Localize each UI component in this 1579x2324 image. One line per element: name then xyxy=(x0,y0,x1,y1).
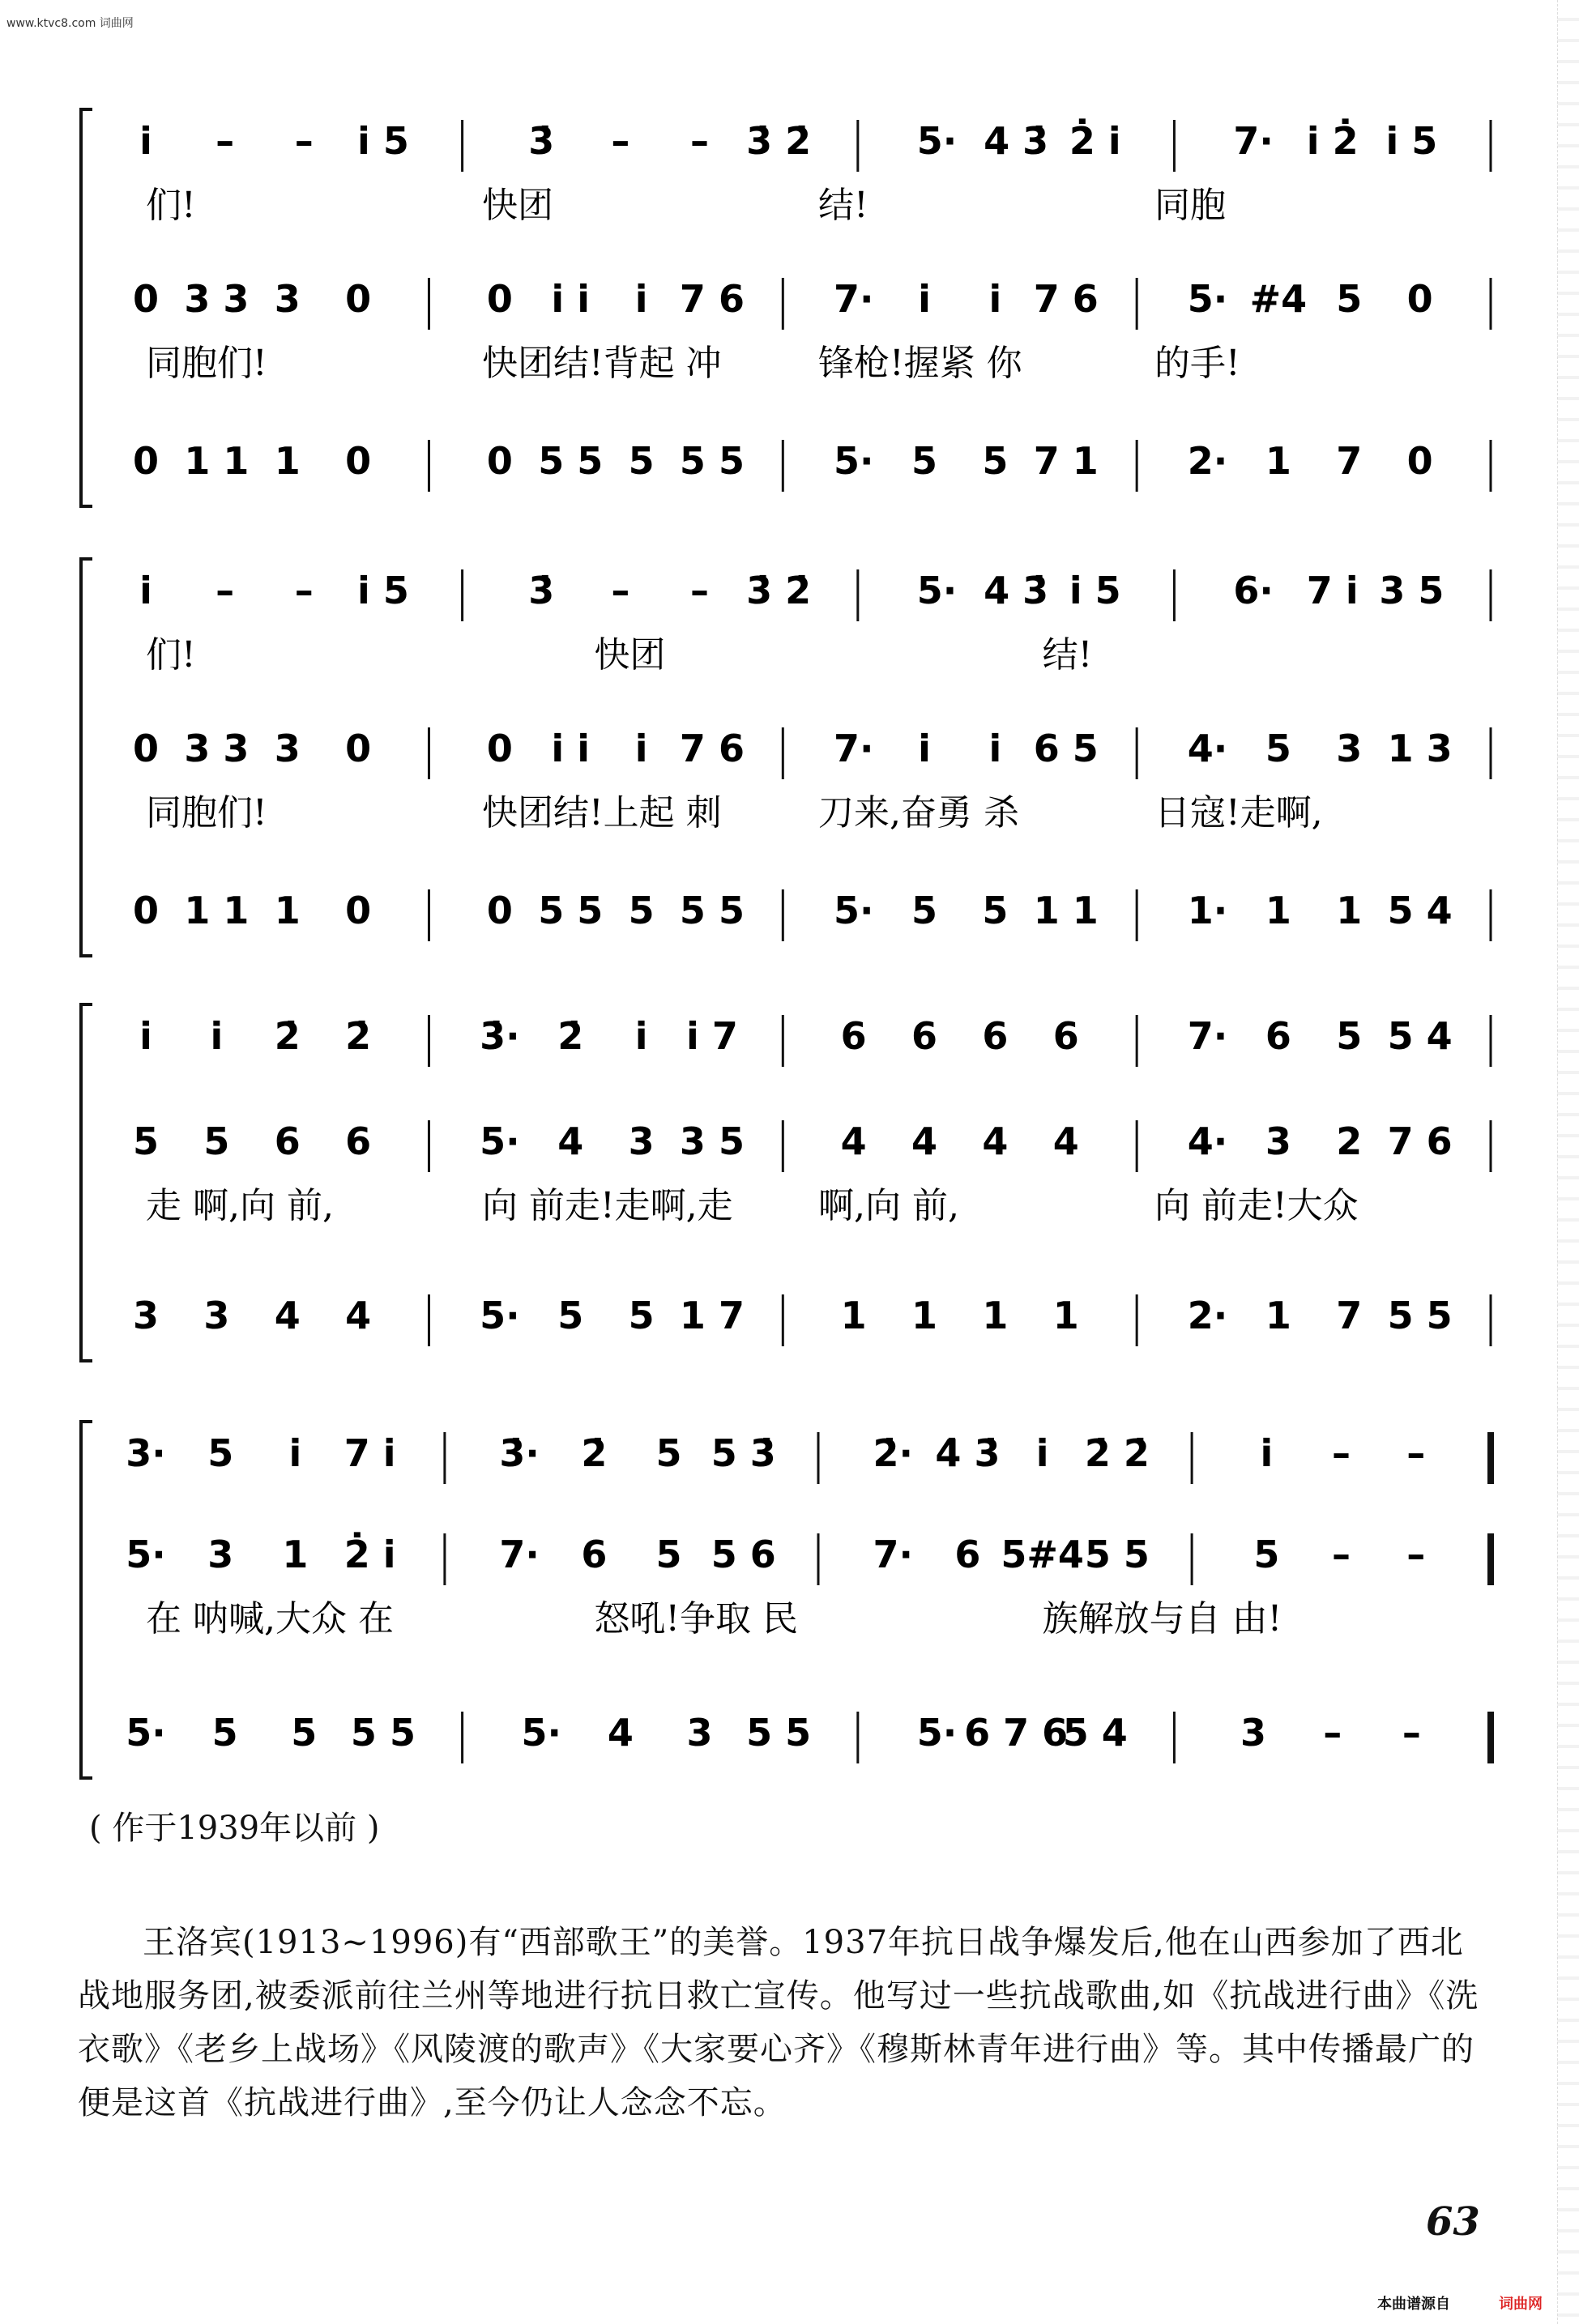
note-token: 3 xyxy=(1265,1119,1291,1163)
note-token: 5 5 xyxy=(679,889,745,932)
system-bracket xyxy=(81,1422,92,1778)
note-token: 7 6 xyxy=(679,727,745,770)
note-token: 4 xyxy=(345,1294,372,1337)
note-token: 1 1 xyxy=(1033,889,1099,932)
note-token: 5 xyxy=(655,1533,682,1576)
note-token: 2̇ xyxy=(557,1014,584,1058)
lyric-fragment: 的手! xyxy=(1154,343,1240,384)
note-token: 5· xyxy=(833,889,874,932)
note-token: 5 6 xyxy=(711,1533,776,1576)
note-token: 1 xyxy=(911,1294,938,1337)
note-token: i̇ xyxy=(988,277,1002,321)
note-token: 5 5 xyxy=(538,889,604,932)
lyric-fragment: 向 前走!大众 xyxy=(1154,1185,1359,1226)
note-token: – xyxy=(1323,1711,1342,1755)
note-token: i̇ xyxy=(1035,1431,1049,1475)
lyric-fragment: 快团结!背起 冲 xyxy=(482,343,722,384)
note-token: 0 xyxy=(132,277,160,321)
note-token: 3 xyxy=(1240,1711,1267,1755)
note-token: 3̇ 2̇ xyxy=(746,569,812,612)
note-token: 1 xyxy=(1336,889,1363,932)
note-token: 3̇ xyxy=(528,569,555,612)
note-token: 5 xyxy=(628,439,655,483)
note-token: 5· xyxy=(916,119,958,163)
note-token: 2̇ xyxy=(274,1014,301,1058)
note-token: 5 4 xyxy=(1387,889,1453,932)
note-token: 1 xyxy=(1265,1294,1291,1337)
note-token: 7· xyxy=(499,1533,540,1576)
note-token: #4 xyxy=(1249,277,1308,321)
note-token: 5 5 xyxy=(1084,1533,1150,1576)
note-token: 4 xyxy=(840,1119,867,1163)
note-token: – xyxy=(1402,1711,1421,1755)
note-token: 5 5 xyxy=(679,439,745,483)
note-token: 7· xyxy=(1187,1014,1228,1058)
note-token: i̇ xyxy=(288,1431,302,1475)
note-token: 4 xyxy=(982,1119,1009,1163)
note-token: i̇ xyxy=(139,569,152,612)
system-bracket xyxy=(81,559,92,956)
note-token: 7 i̇ xyxy=(344,1431,396,1475)
note-token: i̇ i̇ xyxy=(551,277,590,321)
note-token: 5· xyxy=(521,1711,561,1755)
note-token: 4· xyxy=(1187,1119,1228,1163)
note-token: 7 xyxy=(1336,1294,1363,1337)
note-token: 5 5 xyxy=(538,439,604,483)
note-token: 4 xyxy=(274,1294,301,1337)
note-token: i̇ xyxy=(210,1014,224,1058)
note-token: 6 7 6 xyxy=(964,1711,1069,1755)
note-token: 3 xyxy=(628,1119,655,1163)
note-token: 0 xyxy=(486,439,513,483)
note-token: 2· xyxy=(1187,439,1228,483)
lyric-fragment: 锋枪!握紧 你 xyxy=(818,343,1022,384)
note-token: 1 xyxy=(982,1294,1009,1337)
system-bracket xyxy=(81,1004,92,1361)
note-token: 5 xyxy=(982,439,1009,483)
note-token: 2̇ i̇ xyxy=(1069,119,1121,163)
note-token: 6 5 xyxy=(1033,727,1099,770)
note-token: 5 xyxy=(203,1119,230,1163)
note-token: i̇ xyxy=(139,1014,152,1058)
lyric-fragment: 日寇!走啊, xyxy=(1154,792,1323,834)
note-token: 5· xyxy=(480,1294,520,1337)
note-token: 5 xyxy=(1253,1533,1280,1576)
note-token: – xyxy=(294,569,314,612)
note-token: 4 xyxy=(557,1119,584,1163)
note-token: i̇ xyxy=(634,277,648,321)
note-token: 3 xyxy=(1336,727,1363,770)
note-token: – xyxy=(216,119,235,163)
note-token: i̇ xyxy=(1260,1431,1274,1475)
note-token: 6· xyxy=(1233,569,1274,612)
note-token: 0 xyxy=(486,727,513,770)
lyric-fragment: 快团 xyxy=(594,634,666,676)
note-token: 6 xyxy=(1052,1014,1079,1058)
lyric-fragment: 刀来,奋勇 杀 xyxy=(818,792,1019,834)
note-token: 3 3 xyxy=(184,277,250,321)
page-number: 63 xyxy=(1426,2199,1480,2245)
footer-source-label: 本曲谱源自 xyxy=(1377,2296,1450,2313)
note-token: i̇ xyxy=(634,727,648,770)
note-token: 5 5 xyxy=(1387,1294,1453,1337)
note-token: 5 3̇ xyxy=(711,1431,776,1475)
note-token: – xyxy=(611,119,630,163)
note-token: 6 xyxy=(982,1014,1009,1058)
note-token: 5 4 xyxy=(1062,1711,1128,1755)
note-token: – xyxy=(216,569,235,612)
note-token: 3̇· xyxy=(480,1014,520,1058)
note-token: 0 xyxy=(345,889,372,932)
note-token: 3̇ 2̇ xyxy=(746,119,812,163)
lyric-fragment: 怒吼!争取 民 xyxy=(594,1598,799,1640)
note-token: 5· xyxy=(126,1533,166,1576)
note-token: – xyxy=(690,119,710,163)
note-token: 7 6 xyxy=(1033,277,1099,321)
note-token: 3· xyxy=(126,1431,166,1475)
note-token: 0 xyxy=(132,727,160,770)
note-token: i̇ xyxy=(918,277,931,321)
note-token: 5· xyxy=(916,1711,958,1755)
note-token: 1 3 xyxy=(1387,727,1453,770)
note-token: 1 xyxy=(274,889,301,932)
note-token: 5· xyxy=(126,1711,166,1755)
note-token: 3 xyxy=(274,727,301,770)
lyric-fragment: 同胞们! xyxy=(146,792,267,834)
note-token: i̇ xyxy=(988,727,1002,770)
lyric-fragment: 快团 xyxy=(482,185,553,226)
note-token: 5 xyxy=(1336,1014,1363,1058)
note-token: 5 xyxy=(628,889,655,932)
note-token: 3 xyxy=(203,1294,230,1337)
note-token: 5· xyxy=(833,439,874,483)
note-token: 1 1 xyxy=(184,439,250,483)
note-token: 1 xyxy=(840,1294,867,1337)
note-token: 5 xyxy=(1336,277,1363,321)
note-token: 3 5 xyxy=(679,1119,745,1163)
note-token: 3 5 xyxy=(1379,569,1445,612)
note-token: i̇ 5 xyxy=(1069,569,1121,612)
note-token: 0 xyxy=(345,727,372,770)
system-bracket xyxy=(81,109,92,506)
note-token: 4 xyxy=(911,1119,938,1163)
note-token: 4 3̇ xyxy=(984,569,1049,612)
note-token: 5· xyxy=(1187,277,1228,321)
note-token: 5 xyxy=(207,1431,234,1475)
lyric-fragment: 同胞 xyxy=(1154,185,1226,226)
note-token: 3 xyxy=(132,1294,160,1337)
note-token: 0 xyxy=(132,889,160,932)
note-token: 5 xyxy=(655,1431,682,1475)
note-token: 5#4 xyxy=(1001,1533,1084,1576)
note-token: 2· xyxy=(1187,1294,1228,1337)
note-token: – xyxy=(690,569,710,612)
note-token: 5 xyxy=(982,889,1009,932)
lyric-fragment: 在 呐喊,大众 在 xyxy=(146,1598,394,1640)
note-token: i̇ i̇ xyxy=(551,727,590,770)
note-token: 0 xyxy=(1406,277,1433,321)
lyric-fragment: 走 啊,向 前, xyxy=(146,1185,334,1226)
note-token: 0 xyxy=(345,277,372,321)
note-token: 5 5 xyxy=(350,1711,416,1755)
note-token: i̇ xyxy=(918,727,931,770)
lyric-fragment: 们! xyxy=(146,634,196,676)
note-token: 7 6 xyxy=(679,277,745,321)
note-token: 5 5 xyxy=(746,1711,812,1755)
note-token: 6 xyxy=(581,1533,608,1576)
note-token: 3̇· xyxy=(499,1431,540,1475)
note-token: i̇ 5 xyxy=(357,569,409,612)
note-token: 1· xyxy=(1187,889,1228,932)
note-token: 7· xyxy=(833,277,874,321)
note-token: i̇ 5 xyxy=(1385,119,1438,163)
note-token: 7 xyxy=(1336,439,1363,483)
note-token: 5 xyxy=(911,439,938,483)
note-token: 1 xyxy=(274,439,301,483)
note-token: 1 7 xyxy=(679,1294,745,1337)
note-token: 0 xyxy=(132,439,160,483)
note-token: i̇ 7 xyxy=(686,1014,738,1058)
note-token: 7· xyxy=(873,1533,913,1576)
note-token: – xyxy=(1332,1431,1351,1475)
note-token: 4 xyxy=(607,1711,634,1755)
note-token: i̇ xyxy=(634,1014,648,1058)
note-token: 1 xyxy=(1265,889,1291,932)
note-token: 4 xyxy=(1052,1119,1079,1163)
note-token: 0 xyxy=(486,277,513,321)
note-token: 5 xyxy=(628,1294,655,1337)
note-token: – xyxy=(294,119,314,163)
note-token: 7 1 xyxy=(1033,439,1099,483)
note-token: 3 3 xyxy=(184,727,250,770)
composition-date-note: ( 作于1939年以前 ) xyxy=(89,1810,380,1847)
lyric-fragment: 结! xyxy=(1042,634,1093,676)
note-token: 2̇ xyxy=(581,1431,608,1475)
note-token: 6 xyxy=(345,1119,372,1163)
note-token: 6 xyxy=(911,1014,938,1058)
note-token: 0 xyxy=(1406,439,1433,483)
note-token: 7 6 xyxy=(1387,1119,1453,1163)
note-token: 3̇ xyxy=(528,119,555,163)
note-token: i̇ xyxy=(139,119,152,163)
composer-paragraph: 王洛宾(1913~1996)有“西部歌王”的美誉。1937年抗日战争爆发后,他在山西参加了西北战地服务团,被委派前往兰州等地进行抗日救亡宣传。他写过一些抗战歌曲,如《抗战进行曲》《洗衣歌》《老乡上战场》《风陵渡的歌声》《大家要心齐》《穆斯林青年进行曲》等。其中传播最广的便是这首《抗战进行曲》,至今仍让人念念不忘。 xyxy=(78,1924,1479,2121)
note-token: – xyxy=(1332,1533,1351,1576)
note-token: 3 xyxy=(207,1533,234,1576)
lyric-fragment: 快团结!上起 刺 xyxy=(482,792,722,834)
note-token: 2̇ xyxy=(345,1014,372,1058)
note-token: – xyxy=(1406,1431,1426,1475)
note-token: 4̇ 3̇ xyxy=(935,1431,1001,1475)
note-token: 6 xyxy=(840,1014,867,1058)
lyric-fragment: 结! xyxy=(818,185,868,226)
note-token: 7 i̇ xyxy=(1306,569,1359,612)
note-token: 2 xyxy=(1336,1119,1363,1163)
note-token: 2̇· xyxy=(873,1431,913,1475)
lyric-fragment: 向 前走!走啊,走 xyxy=(482,1185,733,1226)
note-token: 5 xyxy=(132,1119,160,1163)
note-token: 0 xyxy=(486,889,513,932)
note-token: 4· xyxy=(1187,727,1228,770)
lyric-fragment: 啊,向 前, xyxy=(818,1185,959,1226)
note-token: 5 xyxy=(1265,727,1291,770)
note-token: 6 xyxy=(1265,1014,1291,1058)
note-token: 5 xyxy=(291,1711,318,1755)
lyric-fragment: 们! xyxy=(146,185,196,226)
note-token: 3 xyxy=(274,277,301,321)
note-token: 5 xyxy=(911,889,938,932)
footer-site-label: 词曲网 xyxy=(1499,2296,1543,2313)
note-token: 4 3̇ xyxy=(984,119,1049,163)
note-token: 3 xyxy=(686,1711,713,1755)
note-token: 7· xyxy=(1233,119,1274,163)
note-token: 1 xyxy=(1265,439,1291,483)
note-token: 0 xyxy=(345,439,372,483)
note-token: – xyxy=(1406,1533,1426,1576)
note-token: i̇ 5 xyxy=(357,119,409,163)
note-token: 5 xyxy=(557,1294,584,1337)
lyric-fragment: 族解放与自 由! xyxy=(1042,1598,1282,1640)
note-token: 1 1 xyxy=(184,889,250,932)
note-token: 6 xyxy=(274,1119,301,1163)
note-token: 5· xyxy=(480,1119,520,1163)
lyric-fragment: 同胞们! xyxy=(146,343,267,384)
note-token: 5 xyxy=(211,1711,238,1755)
note-token: 1 xyxy=(1052,1294,1079,1337)
note-token: i̇ 2̇ xyxy=(1306,119,1359,163)
note-token: 5 4 xyxy=(1387,1014,1453,1058)
note-token: 7· xyxy=(833,727,874,770)
note-token: 1 xyxy=(282,1533,309,1576)
note-token: 2̇ 2̇ xyxy=(1084,1431,1150,1475)
site-watermark: www.ktvc8.com 词曲网 xyxy=(6,17,134,30)
note-token: – xyxy=(611,569,630,612)
note-token: 2̇ i̇ xyxy=(344,1533,396,1576)
note-token: 5· xyxy=(916,569,958,612)
note-token: 6 xyxy=(954,1533,981,1576)
